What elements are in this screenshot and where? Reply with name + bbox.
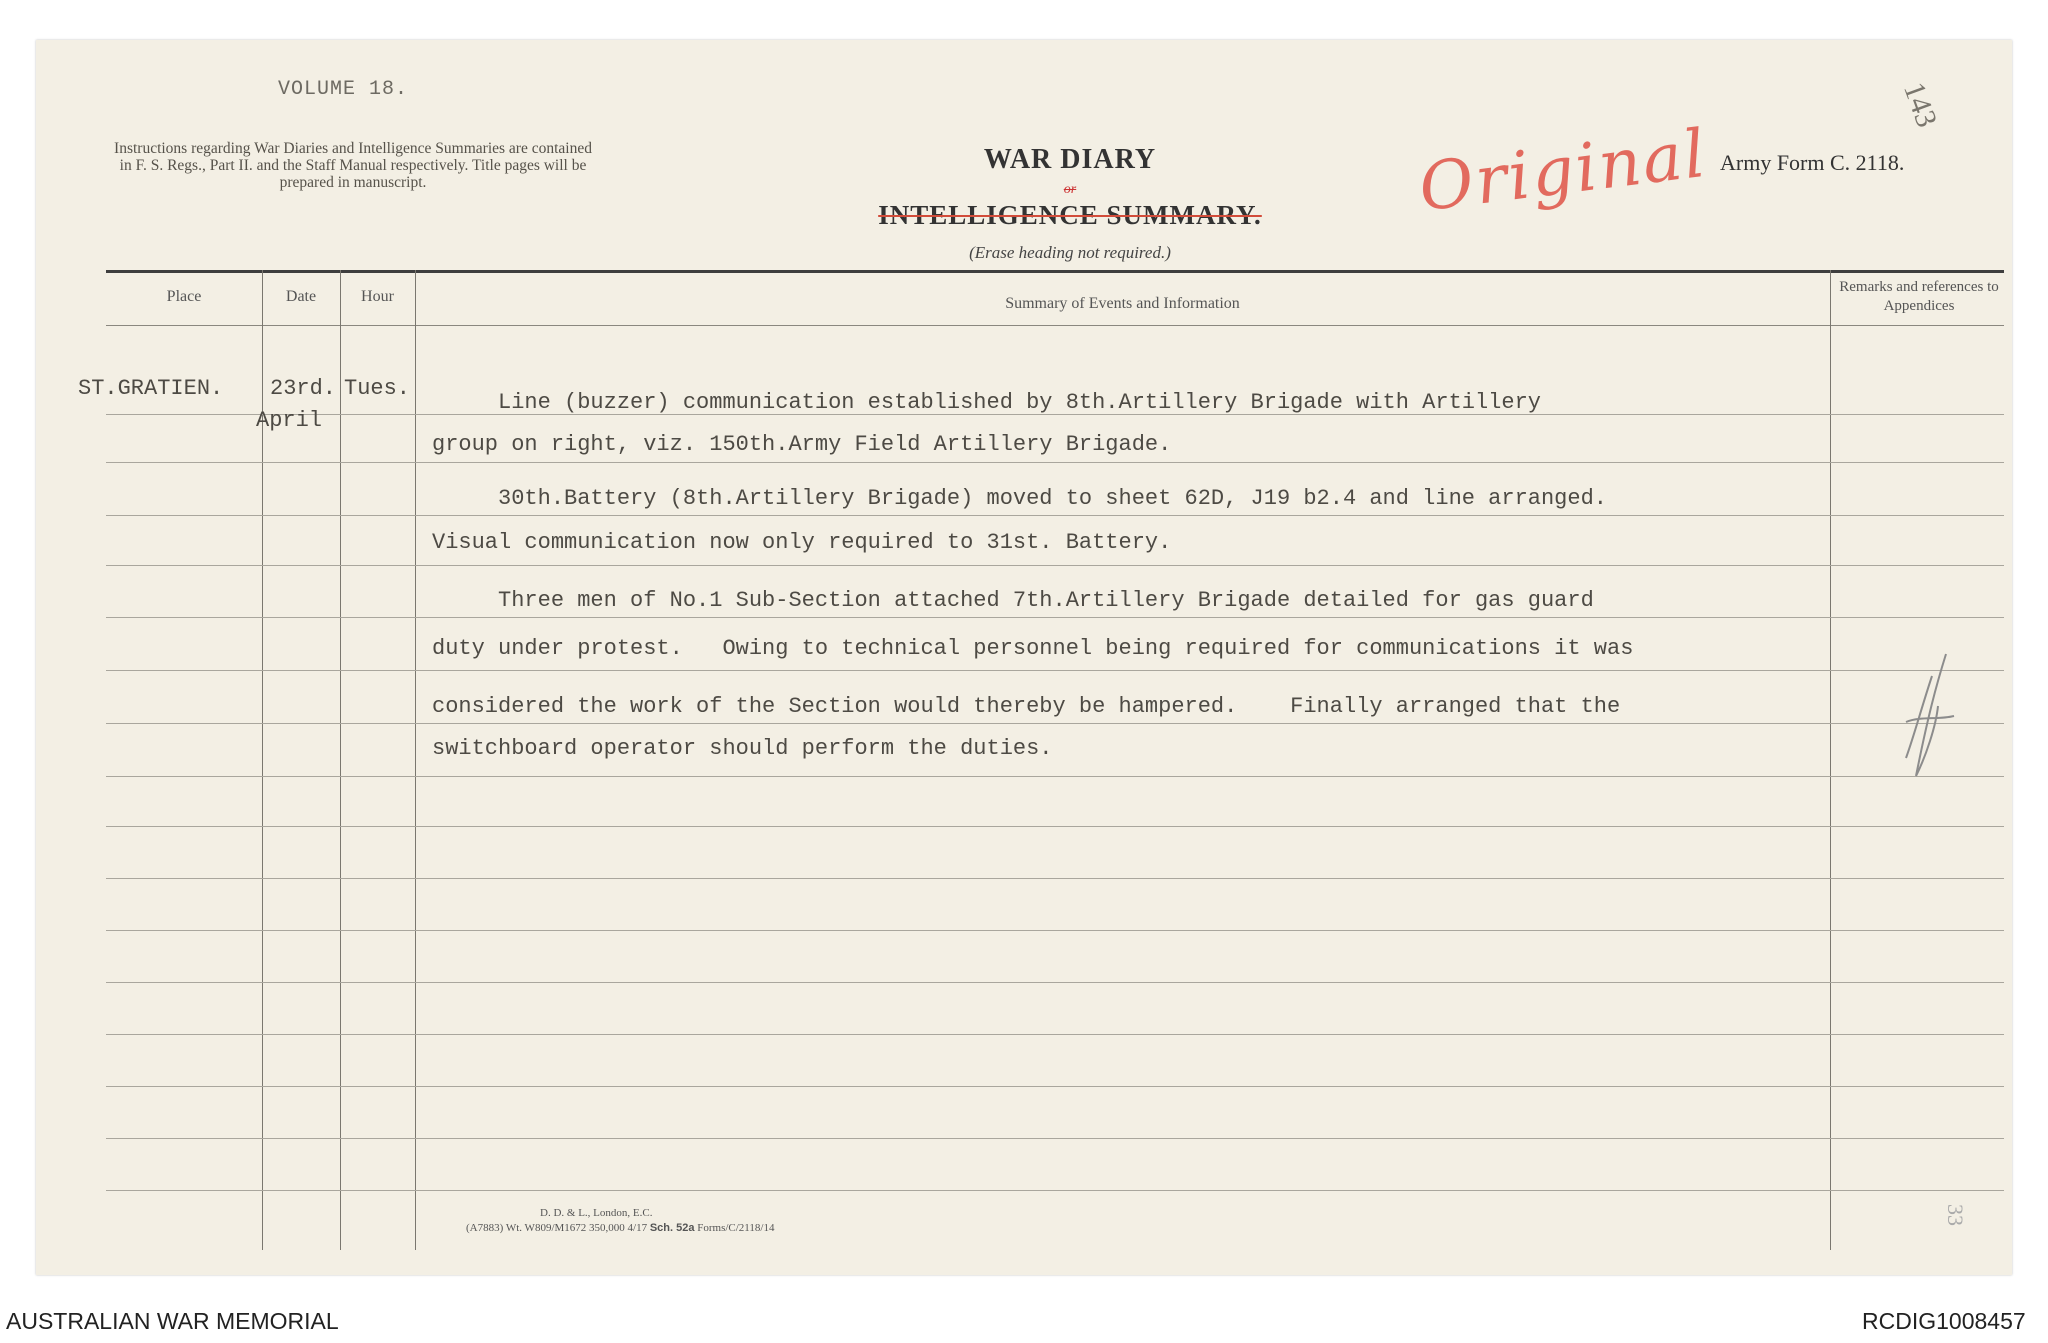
rule-line: [106, 776, 2004, 777]
table-top-rule: [106, 270, 2004, 273]
col-divider-date: [340, 270, 341, 1250]
summary-line: 30th.Battery (8th.Artillery Brigade) moved to sheet 62D, J19 b2.4 and line arranged.: [432, 486, 1607, 511]
volume-label: VOLUME 18.: [278, 78, 409, 101]
form-code-line: [466, 1222, 774, 1234]
instructions-text: Instructions regarding War Diaries and Intelligence Summaries are contained in F. S. Regs., Part II. and the Staff Manual respectively. Title pages will be prepared in manuscript.: [114, 140, 592, 191]
summary-line: Three men of No.1 Sub-Section attached 7th.Artillery Brigade detailed for gas guard: [432, 588, 1594, 613]
handwritten-annotation: Original: [1415, 114, 1712, 227]
rule-line: [106, 1034, 2004, 1035]
erase-note: (Erase heading not required.): [969, 243, 1171, 262]
printer-line: D. D. & L., London, E.C.: [540, 1207, 653, 1219]
summary-line: group on right, viz. 150th.Army Field Artillery Brigade.: [432, 432, 1172, 457]
rule-line: [106, 930, 2004, 931]
col-divider-hour: [415, 270, 416, 1250]
rule-line: [106, 1086, 2004, 1087]
or-label: or: [1063, 182, 1077, 197]
page-title: WAR DIARY: [983, 144, 1157, 175]
rule-line: [106, 1138, 2004, 1139]
form-code-suffix: Forms/C/2118/14: [697, 1222, 775, 1234]
entry-place: ST.GRATIEN.: [78, 376, 224, 401]
header-bottom-rule: [106, 325, 2004, 326]
signature-mark: [1876, 646, 1966, 796]
summary-line: Visual communication now only required to 31st. Battery.: [432, 530, 1172, 555]
rule-line: [106, 1190, 2004, 1191]
rule-line: [106, 670, 2004, 671]
summary-line: Line (buzzer) communication established by 8th.Artillery Brigade with Artillery: [432, 390, 1541, 415]
form-code-bold: Sch. 52a: [649, 1222, 695, 1234]
rule-line: [106, 515, 2004, 516]
summary-line: switchboard operator should perform the duties.: [432, 736, 1053, 761]
watermark-left: AUSTRALIAN WAR MEMORIAL: [6, 1308, 339, 1334]
rule-line: [106, 723, 2004, 724]
watermark-right: RCDIG1008457: [1862, 1308, 2026, 1334]
col-header-summary: Summary of Events and Information: [1005, 295, 1240, 312]
col-divider-summary: [1830, 270, 1831, 1250]
page-number: 143: [1896, 78, 1944, 132]
entry-date-month: April: [256, 408, 323, 433]
col-header-remarks: Remarks and references to Appendices: [1839, 279, 1999, 314]
side-number: 33: [1943, 1204, 1968, 1226]
summary-line: duty under protest. Owing to technical personnel being required for communications it was: [432, 636, 1634, 661]
rule-line: [106, 878, 2004, 879]
rule-line: [106, 565, 2004, 566]
form-code-prefix: (A7883) Wt. W809/M1672 350,000 4/17: [466, 1222, 648, 1234]
entry-date-day: 23rd.: [270, 376, 337, 401]
summary-line: considered the work of the Section would thereby be hampered. Finally arranged that the: [432, 694, 1621, 719]
entry-hour: Tues.: [344, 376, 411, 401]
rule-line: [106, 617, 2004, 618]
army-form-label: Army Form C. 2118.: [1720, 150, 1905, 175]
page-subtitle: INTELLIGENCE SUMMARY.: [878, 200, 1262, 230]
col-header-date: Date: [285, 288, 317, 305]
col-header-place: Place: [166, 288, 202, 305]
rule-line: [106, 826, 2004, 827]
rule-line: [106, 982, 2004, 983]
rule-line: [106, 462, 2004, 463]
col-header-hour: Hour: [361, 288, 394, 305]
